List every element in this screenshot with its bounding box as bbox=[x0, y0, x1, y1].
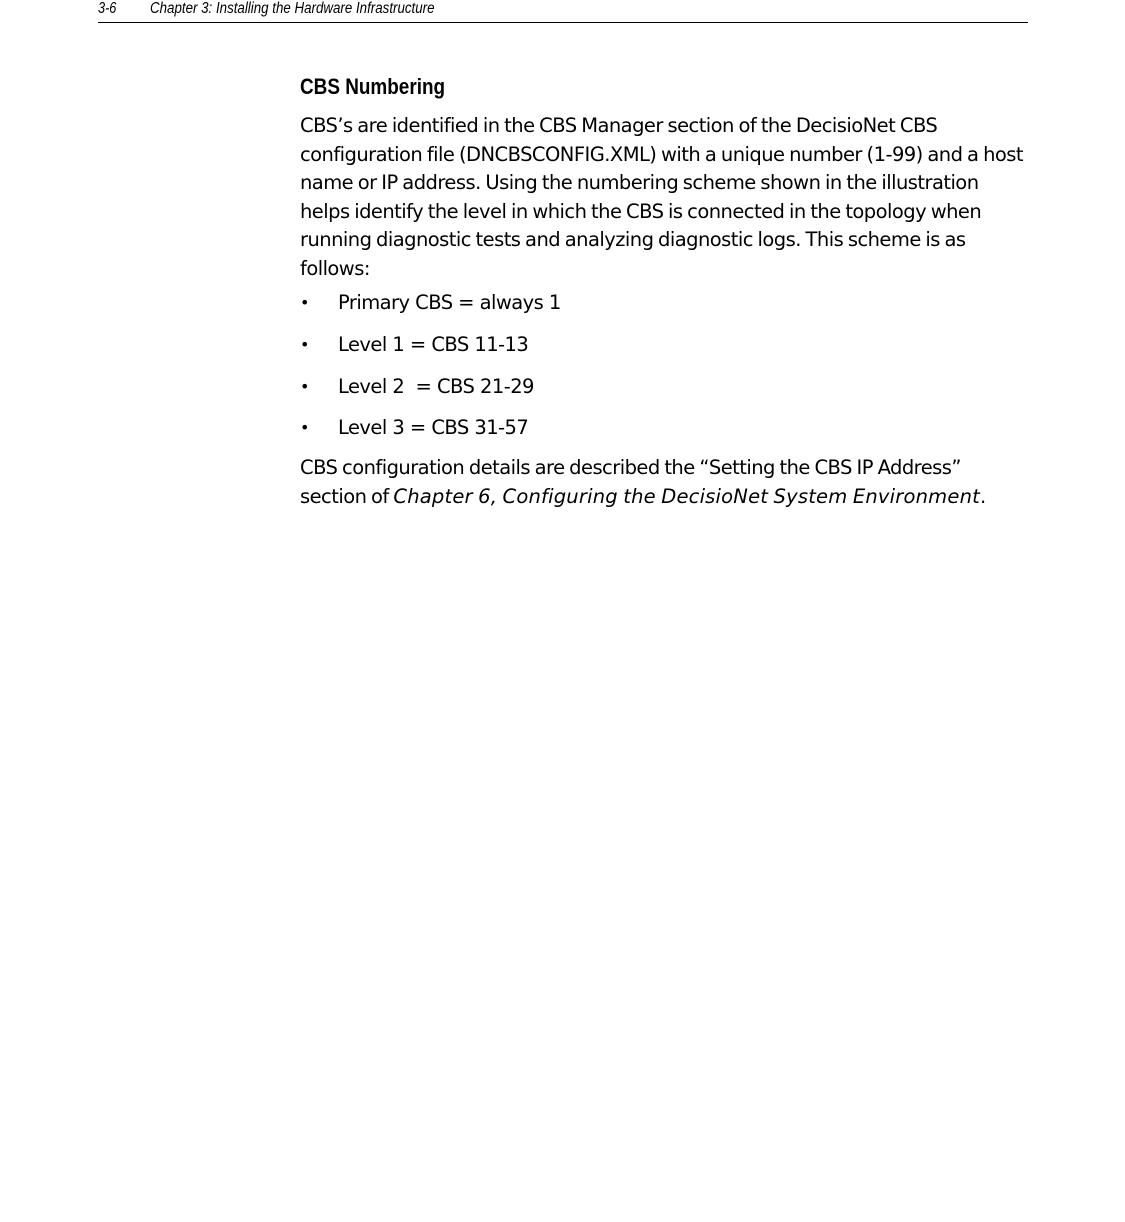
list-item bbox=[300, 414, 1040, 454]
section-heading: CBS Numbering bbox=[300, 74, 446, 99]
list-item-text: Level 2 = CBS 21-29 bbox=[338, 375, 534, 398]
closing-period: . bbox=[979, 484, 986, 508]
list-item-text: Primary CBS = always 1 bbox=[338, 291, 561, 314]
numbering-scheme-list bbox=[300, 289, 1040, 454]
list-item-text: Level 3 = CBS 31-57 bbox=[338, 416, 529, 439]
bullet-icon: • bbox=[300, 377, 309, 396]
list-item bbox=[300, 331, 1040, 373]
bullet-icon: • bbox=[300, 335, 309, 354]
page-header bbox=[98, 0, 1028, 23]
page-content bbox=[300, 70, 1040, 511]
bullet-icon: • bbox=[300, 293, 309, 312]
page-number: 3-6 bbox=[98, 0, 117, 17]
list-item bbox=[300, 373, 1040, 414]
chapter-reference: Chapter 6, Configuring the DecisioNet System Environment bbox=[393, 484, 980, 508]
list-item-text: Level 1 = CBS 11-13 bbox=[338, 333, 529, 356]
bullet-icon: • bbox=[300, 418, 309, 437]
list-item bbox=[300, 289, 1040, 331]
closing-paragraph bbox=[300, 454, 1030, 511]
intro-paragraph: CBS’s are identified in the CBS Manager section of the DecisioNet CBS configuration file (DNCBSCONFIG.XML) with a unique number (1-99) and a host name or IP address. Using the numbering scheme shown in the illustration helps identify the level in which the CBS is connected in the topology when running diagnostic tests and analyzing diagnostic logs. This scheme is as follows: bbox=[300, 114, 1023, 280]
closing-text: CBS configuration details are described the “Setting the CBS IP Address” section of bbox=[300, 456, 961, 508]
running-chapter-title: Chapter 3: Installing the Hardware Infrastructure bbox=[150, 0, 435, 17]
